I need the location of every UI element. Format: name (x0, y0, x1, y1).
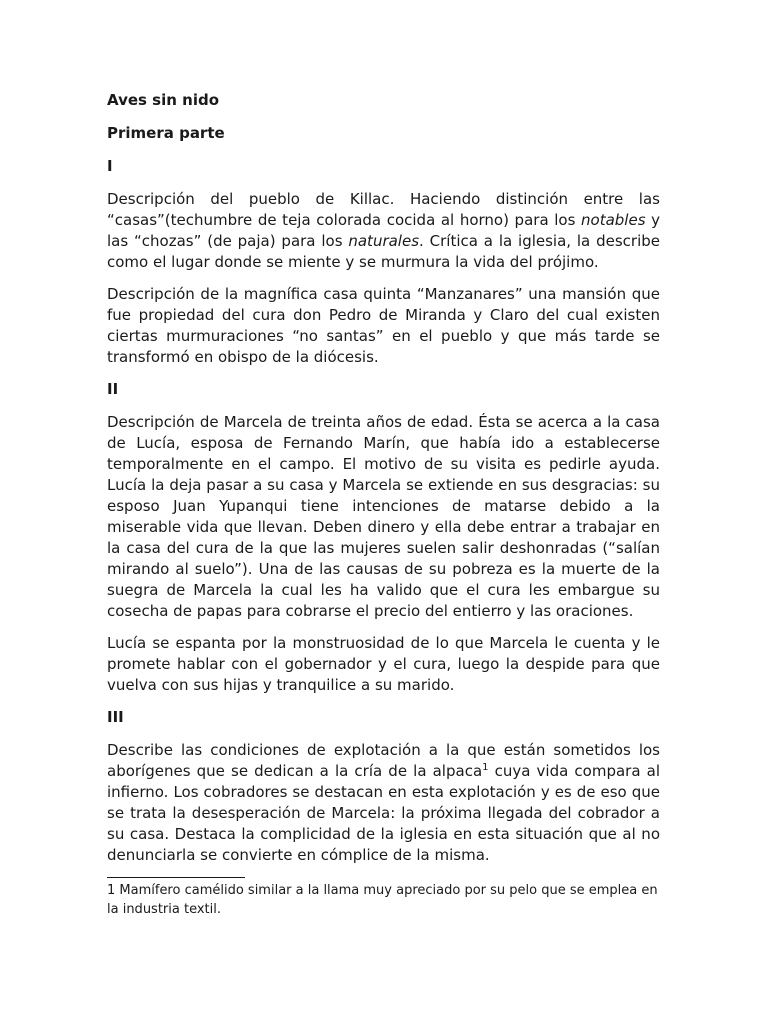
section-heading: III (107, 708, 124, 726)
document-title: Aves sin nido (107, 91, 220, 109)
emphasized-term: naturales (348, 232, 420, 250)
text-run: cuya vida compara al infierno. Los cobradores se destacan en esta explotación y es de eso que se trata la desesperación de Marcela: la próxima llegada del cobrador a su casa. Destaca la complicidad de la iglesia en esta situación que al no denunciarla se convierte en cómplice de la misma. (107, 762, 660, 864)
paragraph (107, 189, 660, 273)
text-run: Describe las condiciones de explotación a la que están sometidos los aborígenes que se dedican a la cría de la alpaca (107, 741, 660, 780)
paragraph (107, 412, 660, 622)
text-run: Descripción de Marcela de treinta años de edad. Ésta se acerca a la casa de Lucía, esposa de Fernando Marín, que había ido a establecerse temporalmente en el campo. El motivo de su visita es pedirle ayuda. Lucía la deja pasar a su casa y Marcela se extiende en sus desgracias: su esposo Juan Yupanqui tiene intenciones de matarse debido a la miserable vida que llevan. Deben dinero y ella debe entrar a trabajar en la casa del cura de la que las mujeres suelen salir deshonradas (“salían mirando al suelo”). Una de las causas de su pobreza es la muerte de la suegra de Marcela la cual les ha valido que el cura les embargue su cosecha de papas para cobrarse el precio del entierro y las oraciones. (107, 413, 660, 620)
text-run: . Crítica a la iglesia, la describe como el lugar donde se miente y se murmura la vida del prójimo. (107, 232, 660, 271)
emphasized-term: notables (581, 211, 646, 229)
footnote: 1 Mamífero camélido similar a la llama muy apreciado por su pelo que se emplea en la industria textil. (107, 883, 658, 917)
paragraph (107, 633, 660, 696)
paragraph (107, 284, 660, 368)
text-run: Descripción del pueblo de Killac. Haciendo distinción entre las “casas”(techumbre de teja colorada cocida al horno) para los (107, 190, 660, 229)
footnote-separator (107, 877, 245, 878)
text-run: y las “chozas” (de paja) para los (107, 211, 660, 250)
document-body (107, 156, 660, 866)
paragraph (107, 740, 660, 866)
part-heading: Primera parte (107, 124, 225, 142)
section-heading: II (107, 380, 119, 398)
section-heading: I (107, 157, 113, 175)
footnote-reference: 1 (482, 762, 489, 773)
document-page (107, 90, 660, 919)
text-run: Descripción de la magnífica casa quinta “Manzanares” una mansión que fue propiedad del cura don Pedro de Miranda y Claro del cual existen ciertas murmuraciones “no santas” en el pueblo y que más tarde se transformó en obispo de la diócesis. (107, 285, 660, 366)
text-run: Lucía se espanta por la monstruosidad de lo que Marcela le cuenta y le promete hablar con el gobernador y el cura, luego la despide para que vuelva con sus hijas y tranquilice a su marido. (107, 634, 660, 694)
